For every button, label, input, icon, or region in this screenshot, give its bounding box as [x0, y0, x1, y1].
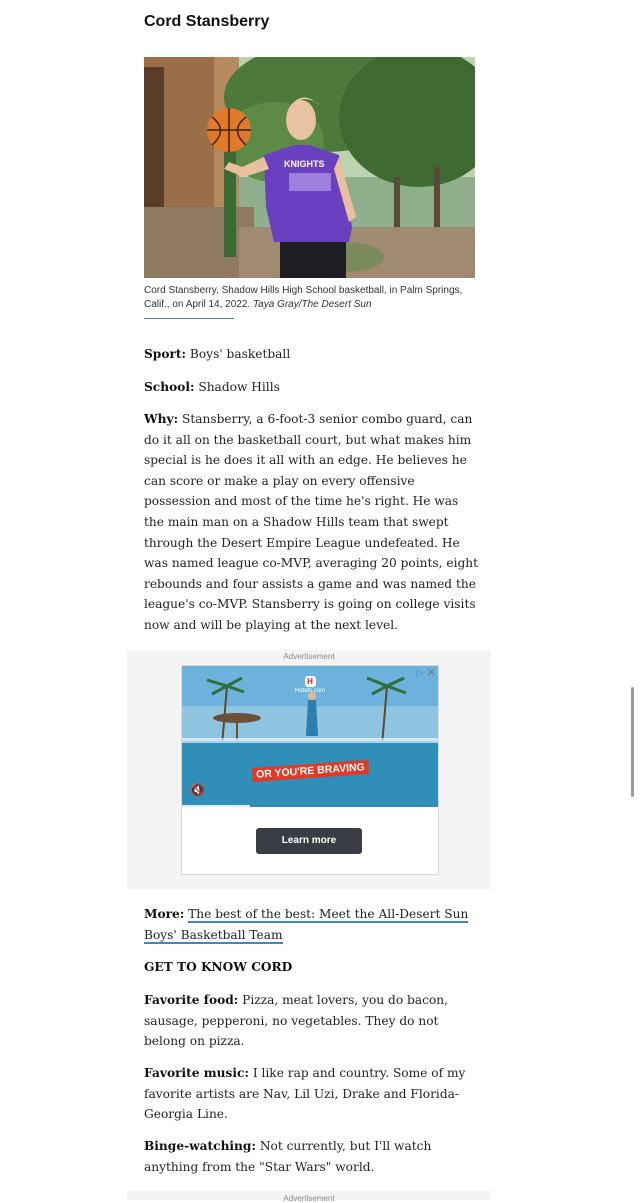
- music-value: I like rap and country. Some of my favorite artists are Nav, Lil Uzi, Drake and Florida-Georgia Line.: [144, 1066, 466, 1122]
- why-value: Stansberry, a 6-foot-3 senior combo guard, can do it all on the basketball court, but what makes him special is he does it all with an edge. He believes he can score or make a play on every offensive possession and most of the time he's right. He was the main man on a Shadow Hills team that swept through the Desert Empire League undefeated. He was named league co-MVP, averaging 20 points, eight rebounds and four assists a game and was named the league's co-MVP. Stansberry is going on college visits now and will be playing at the next level.: [144, 412, 479, 632]
- athlete-photo: [144, 57, 475, 278]
- shirt-text: KNIGHTS: [284, 159, 325, 169]
- favorite-music: [144, 1063, 480, 1125]
- advertisement-label: Advertisement: [283, 652, 335, 661]
- get-to-know-heading: GET TO KNOW CORD: [144, 960, 293, 974]
- ad-banner-text: OR YOU'RE BRAVING: [252, 760, 370, 782]
- ad-brand: [292, 676, 328, 694]
- binge-watching: [144, 1136, 480, 1177]
- bottom-ad-label: Advertisement: [283, 1194, 335, 1203]
- muted-speaker-icon[interactable]: 🔇: [190, 783, 205, 797]
- why-paragraph: [144, 409, 480, 636]
- ad-video-progress: [182, 805, 250, 807]
- article-subject-name: Cord Stansberry: [144, 13, 270, 30]
- ad-video-frame[interactable]: [182, 666, 438, 807]
- learn-more-button[interactable]: Learn more: [256, 828, 362, 854]
- page-scrollbar[interactable]: [631, 687, 634, 797]
- photo-credit: Taya Gray/The Desert Sun: [252, 298, 372, 310]
- sport-value: Boys' basketball: [189, 347, 291, 361]
- section-heading: [144, 957, 480, 978]
- school-line: [144, 377, 480, 398]
- sport-label: Sport:: [144, 347, 187, 361]
- bottom-advertisement: [127, 1191, 491, 1203]
- more-line: [144, 904, 480, 945]
- related-article-link[interactable]: The best of the best: Meet the All-Desert Sun Boys' Basketball Team: [144, 907, 469, 942]
- photo-caption: [144, 284, 476, 311]
- adchoices-icon[interactable]: ▷: [416, 668, 424, 679]
- school-label: School:: [144, 380, 195, 394]
- food-label: Favorite food:: [144, 993, 239, 1007]
- hotels-logo: H: [305, 676, 316, 687]
- sport-line: [144, 344, 480, 365]
- music-label: Favorite music:: [144, 1066, 249, 1080]
- favorite-food: [144, 990, 480, 1052]
- caption-divider: [144, 318, 234, 319]
- food-value: Pizza, meat lovers, you do bacon, sausage, pepperoni, no vegetables. They do not belong on pizza.: [144, 993, 449, 1049]
- caption-text: Cord Stansberry, Shadow Hills High School basketball, in Palm Springs, Calif., on April 14, 2022.: [144, 285, 463, 310]
- advertisement-container: [127, 650, 491, 889]
- binge-label: Binge-watching:: [144, 1139, 256, 1153]
- binge-value: Not currently, but I'll watch anything from the "Star Wars" world.: [144, 1139, 432, 1174]
- more-label: More:: [144, 907, 185, 921]
- close-icon[interactable]: ✕: [426, 667, 436, 679]
- video-ad[interactable]: [181, 665, 439, 875]
- ad-brand-name: Hotels.com: [294, 688, 325, 694]
- school-value: Shadow Hills: [198, 380, 280, 394]
- why-label: Why:: [144, 412, 179, 426]
